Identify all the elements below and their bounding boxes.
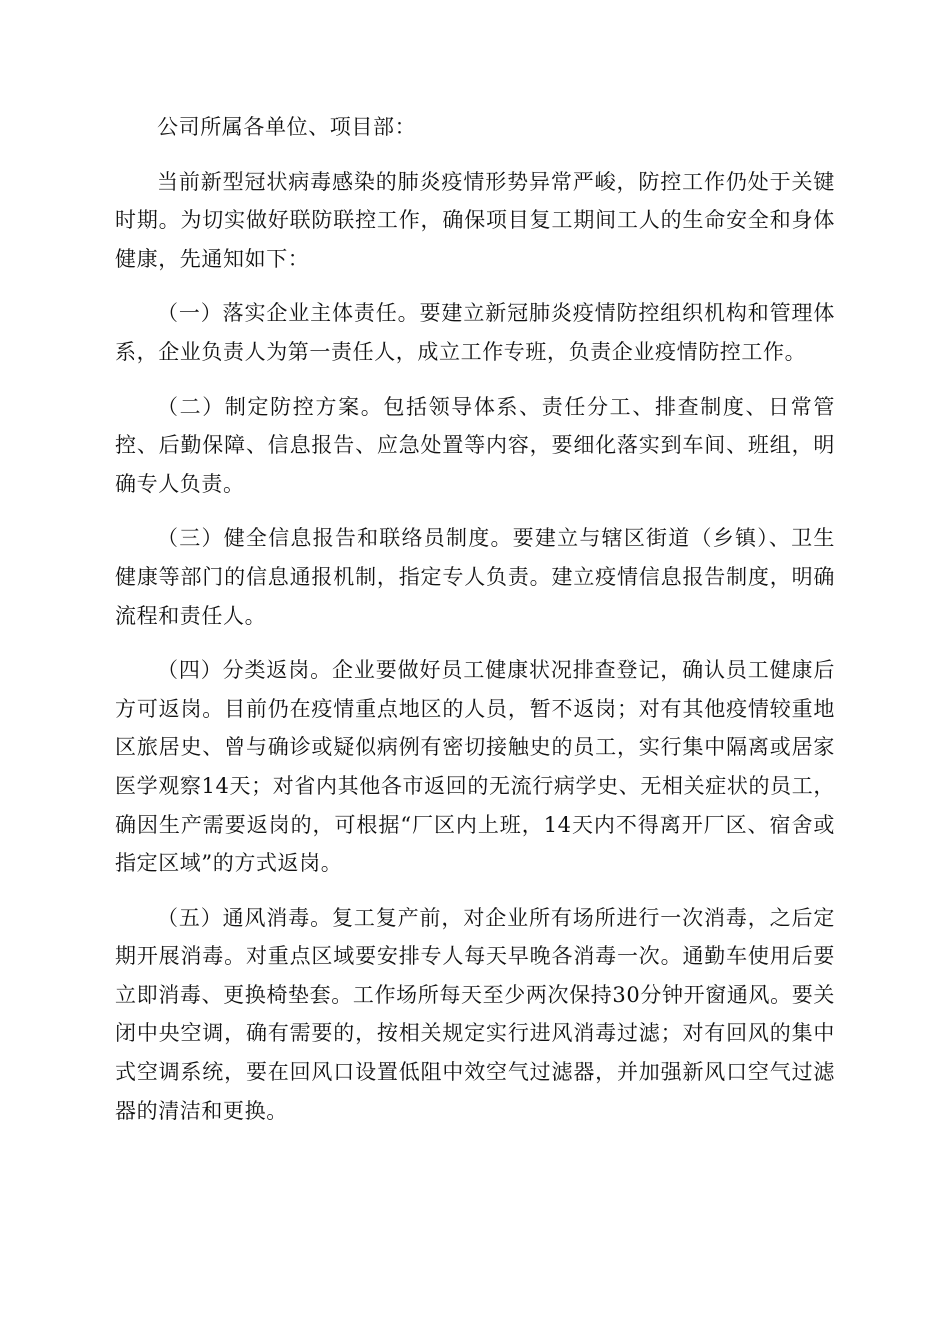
item-4-paragraph: （四）分类返岗。企业要做好员工健康状况排查登记，确认员工健康后方可返岗。目前仍在疫情重点地区的人员，暂不返岗；对有其他疫情较重地区旅居史、曾与确诊或疑似病例有密切接触史的员工，实行集中隔离或居家医学观察14天；对省内其他各市返回的无流行病学史、无相关症状的员工，确因生产需要返岗的，可根据“厂区内上班，14天内不得离开厂区、宿舍或指定区域”的方式返岗。 (115, 658, 835, 876)
item-2-paragraph: （二）制定防控方案。包括领导体系、责任分工、排查制度、日常管控、后勤保障、信息报告、应急处置等内容，要细化落实到车间、班组，明确专人负责。 (115, 394, 835, 496)
document-page (115, 108, 835, 1130)
intro-paragraph: 当前新型冠状病毒感染的肺炎疫情形势异常严峻，防控工作仍处于关键时期。为切实做好联防联控工作，确保项目复工期间工人的生命安全和身体健康，先通知如下： (115, 169, 835, 271)
item-1-paragraph: （一）落实企业主体责任。要建立新冠肺炎疫情防控组织机构和管理体系，企业负责人为第一责任人，成立工作专班，负责企业疫情防控工作。 (115, 301, 835, 364)
salutation: 公司所属各单位、项目部： (157, 115, 417, 139)
item-3-paragraph: （三）健全信息报告和联络员制度。要建立与辖区街道（乡镇）、卫生健康等部门的信息通报机制，指定专人负责。建立疫情信息报告制度，明确流程和责任人。 (115, 526, 835, 628)
item-5-paragraph: （五）通风消毒。复工复产前，对企业所有场所进行一次消毒，之后定期开展消毒。对重点区域要安排专人每天早晚各消毒一次。通勤车使用后要立即消毒、更换椅垫套。工作场所每天至少两次保持30分钟开窗通风。要关闭中央空调，确有需要的，按相关规定实行进风消毒过滤；对有回风的集中式空调系统，要在回风口设置低阻中效空气过滤器，并加强新风口空气过滤器的清洁和更换。 (115, 905, 835, 1123)
